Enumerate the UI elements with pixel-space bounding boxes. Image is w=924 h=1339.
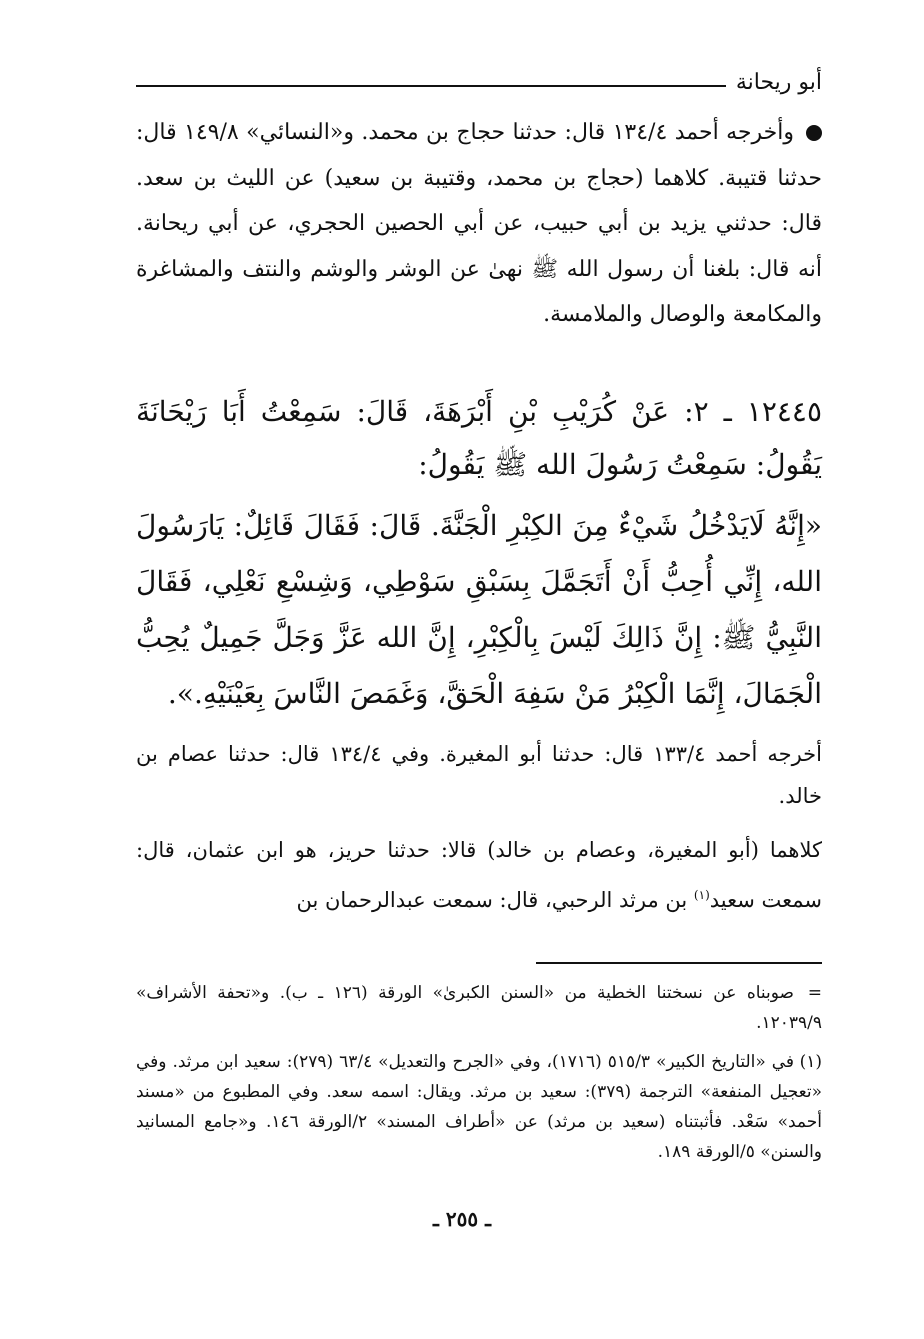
running-header — [136, 62, 822, 102]
bullet-icon — [806, 125, 822, 141]
kilahuma-after-note: بن مرثد الرحبي، قال: سمعت عبدالرحمان بن — [296, 888, 694, 912]
footnote-1-text: في «التاريخ الكبير» ٥١٥/٣ (١٧١٦)، وفي «الجرح والتعديل» ٦٣/٤ (٢٧٩): سعيد ابن مرثد. وفي «تعجيل المنفعة» الترجمة (٣٧٩): سعيد بن مرثد. ويقال: اسمه سعد. وفي المطبوع من «مسند أحمد» سَعْد. فأثبتناه (سعيد بن مرثد) عن «أطراف المسند» ٢/الورقة ١٤٦. و«جامع المسانيد والسنن» ٥/الورقة ١٨٩. — [136, 1052, 822, 1162]
header-rule — [136, 85, 726, 87]
footnote-1-mark: (١) — [799, 1052, 822, 1072]
hadith-intro: ١٢٤٤٥ ـ ٢: عَنْ كُرَيْبِ بْنِ أَبْرَهَةَ، قَالَ: سَمِعْتُ أَبَا رَيْحَانَةَ يَقُولُ: سَمِعْتُ رَسُولَ الله ﷺ يَقُولُ: — [136, 395, 822, 481]
intro-paragraph-text: وأخرجه أحمد ١٣٤/٤ قال: حدثنا حجاج بن محمد. و«النسائي» ١٤٩/٨ قال: حدثنا قتيبة. كلاهما (حجاج بن محمد، وقتيبة بن سعيد) عن الليث بن سعد. قال: حدثني يزيد بن أبي حبيب، عن أبي الحصين الحجري، عن أبي ريحانة. أنه قال: بلغنا أن رسول الله ﷺ نهىٰ عن الوشر والوشم والنتف والمشاغرة والمكامعة والوصال والملامسة. — [136, 120, 822, 327]
running-title: أبو ريحانة — [735, 69, 822, 95]
takhrij-paragraph: أخرجه أحمد ١٣٣/٤ قال: حدثنا أبو المغيرة. وفي ١٣٤/٤ قال: حدثنا عصام بن خالد. — [136, 742, 822, 808]
page-number: ـ ٢٥٥ ـ — [433, 1207, 491, 1231]
footnote-continuation-mark: = — [807, 983, 822, 1003]
intro-paragraph — [136, 110, 822, 338]
footnote-1 — [136, 1047, 822, 1167]
kilahuma-paragraph — [136, 828, 822, 923]
footnote-ref-1: (١) — [693, 888, 710, 902]
hadith-text: «إِنَّهُ لَايَدْخُلُ شَيْءٌ مِنَ الكِبْرِ الْجَنَّةَ. قَالَ: فَقَالَ قَائِلٌ: يَارَسُولَ الله، إِنِّي أُحِبُّ أَنْ أَتَجَمَّلَ بِسَبْقِ سَوْطِي، وَشِسْعِ نَعْلِي، فَقَالَ النَّبِيُّ ﷺ: إِنَّ ذَالِكَ لَيْسَ بِالْكِبْرِ، إِنَّ الله عَزَّ وَجَلَّ جَمِيلٌ يُحِبُّ الْجَمَالَ، إِنَّمَا الْكِبْرُ مَنْ سَفِهَ الْحَقَّ، وَغَمَصَ النَّاسَ بِعَيْنَيْهِ.». — [136, 509, 822, 710]
kilahuma-before-note: كلاهما (أبو المغيرة، وعصام بن خالد) قالا: حدثنا حريز، هو ابن عثمان، قال: سمعت سعيد — [136, 838, 822, 912]
footnote-separator — [536, 962, 822, 964]
footnote-continuation-text: صوبناه عن نسختنا الخطية من «السنن الكبرىٰ» الورقة (١٢٦ ـ ب). و«تحفة الأشراف» ١٢٠٣٩/٩. — [136, 983, 822, 1033]
footnote-continuation — [136, 978, 822, 1038]
